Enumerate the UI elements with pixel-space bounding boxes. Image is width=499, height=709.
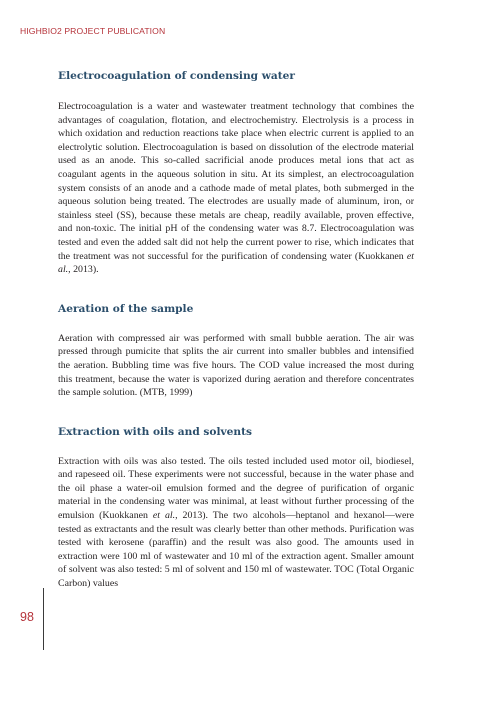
- section-body-extraction: Extraction with oils was also tested. The oils tested included used motor oil, biodiesel, and rapeseed oil. These experiments were not successful, because in the water phase and the oil phase a water-oil emulsion formed and the degree of purification of organic material in the condensing water was minimal, at least without further processing of the emulsion (Kuokkanen et al., 2013). The two alcohols—heptanol and hexanol—were tested as extractants and the result was clearly better than other methods. Purification was tested with kerosene (paraffin) and the result was also good. The amounts used in extraction were 100 ml of wastewater and 10 ml of the extraction agent. Smaller amount of solvent was also tested: 5 ml of solvent and 150 ml of wastewater. TOC (Total Organic Carbon) values: [58, 455, 415, 590]
- page-content: [58, 64, 414, 591]
- section-body-aeration: Aeration with compressed air was performed with small bubble aeration. The air was pressed through pumicite that splits the air current into smaller bubbles and intensified the aeration. Bubbling time was five hours. The COD value increased the most during this treatment, because the water is vaporized during aeration and therefore concentrates the sample solution. (MTB, 1999): [58, 332, 414, 399]
- running-header: HIGHBIO2 PROJECT PUBLICATION: [20, 26, 166, 36]
- section-heading-aeration: Aeration of the sample: [58, 302, 194, 315]
- page-number: 98: [20, 610, 34, 624]
- section-body-electrocoagulation: Electrocoagulation is a water and wastewater treatment technology that combines the advantages of coagulation, flotation, and electrochemistry. Electrolysis is a process in which oxidation and reduction reactions take place when electric current is applied to an electrolytic solution. Electrocoagulation is based on dissolution of the electrode material used as an anode. This so-called sacrificial anode produces metal ions that act as coagulant agents in the aqueous solution in situ. At its simplest, an electrocoagulation system consists of an anode and a cathode made of metal plates, both submerged in the aqueous solution being treated. The electrodes are usually made of aluminum, iron, or stainless steel (SS), because these metals are cheap, readily available, proven effective, and non-toxic. The initial pH of the condensing water was 8.7. Electrocoagulation was tested and even the added salt did not help the current power to rise, which indicates that the treatment was not successful for the purification of condensing water (Kuokkanen et al., 2013).: [58, 101, 414, 276]
- section-heading-electrocoagulation: Electrocoagulation of condensing water: [58, 70, 295, 82]
- section-heading-extraction: Extraction with oils and solvents: [58, 425, 252, 438]
- margin-rule: [43, 588, 44, 650]
